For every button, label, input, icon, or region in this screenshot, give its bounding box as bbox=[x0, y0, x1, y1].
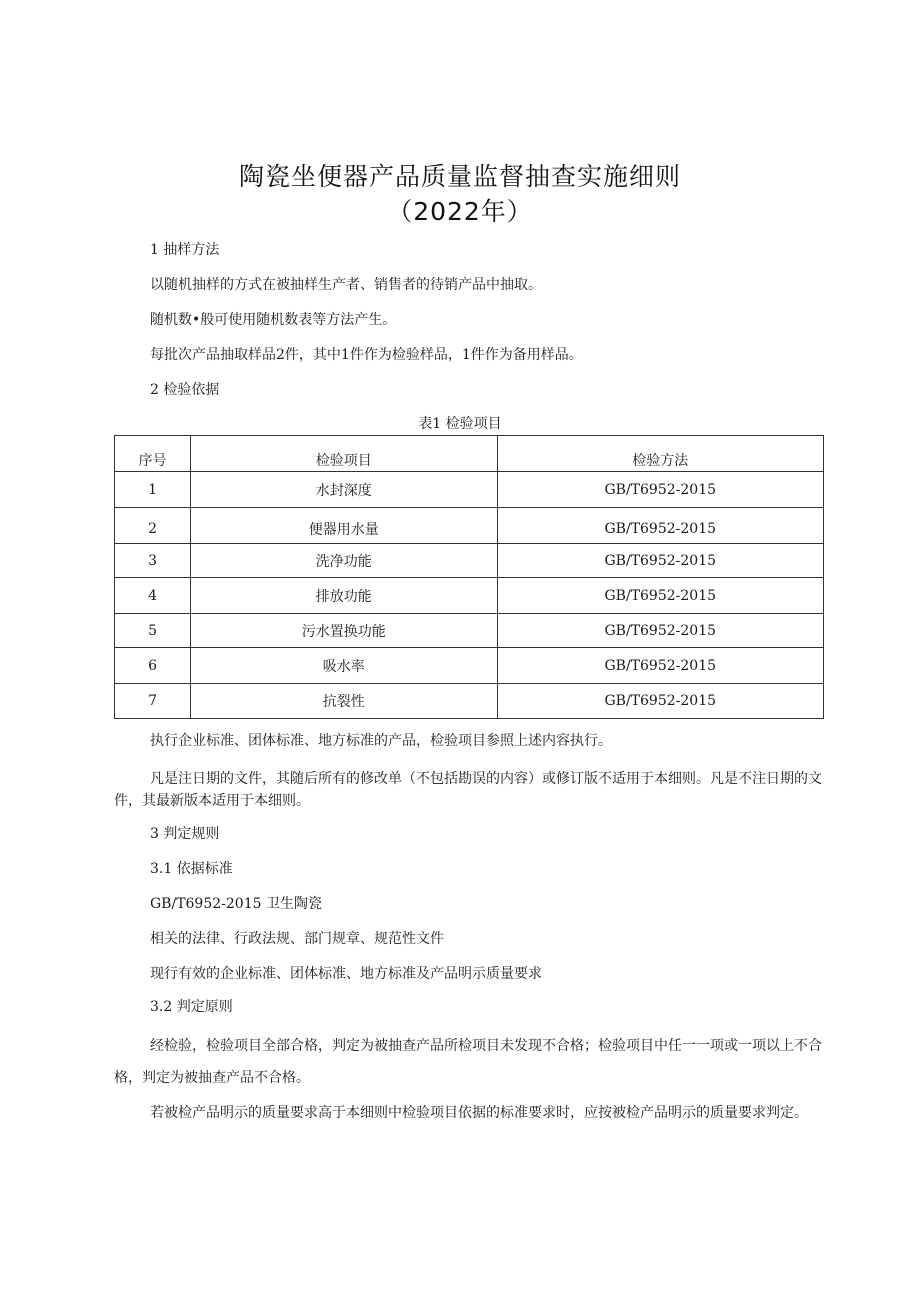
table-row bbox=[115, 684, 824, 719]
row-method: GB/T6952-2015 bbox=[497, 614, 823, 648]
row-no: 2 bbox=[115, 508, 191, 544]
row-method: GB/T6952-2015 bbox=[497, 684, 823, 719]
row-no: 1 bbox=[115, 472, 191, 508]
document-year: （2022年） bbox=[387, 197, 533, 226]
standard-item-2: 相关的法律、行政法规、部门规章、规范性文件 bbox=[150, 931, 444, 947]
table-row bbox=[115, 614, 824, 648]
row-no: 4 bbox=[115, 578, 191, 614]
row-item: 抗裂性 bbox=[191, 684, 497, 719]
row-no: 7 bbox=[115, 684, 191, 719]
inspection-items-table bbox=[114, 435, 824, 719]
row-item: 污水置换功能 bbox=[191, 614, 497, 648]
section-1-heading: 1 抽样方法 bbox=[150, 242, 220, 258]
standard-item-1: GB/T6952-2015 卫生陶瓷 bbox=[150, 896, 322, 912]
table-row bbox=[115, 508, 824, 544]
sampling-paragraph-1: 以随机抽样的方式在被抽样生产者、销售者的待销产品中抽取。 bbox=[150, 277, 542, 293]
judgement-paragraph-1: 经检验，检验项目全部合格，判定为被抽查产品所检项目未发现不合格；检验项目中任一一项或一项以上不合格，判定为被抽查产品不合格。 bbox=[114, 1038, 822, 1086]
sampling-paragraph-2: 随机数•般可使用随机数表等方法产生。 bbox=[150, 312, 397, 328]
header-no: 序号 bbox=[115, 436, 191, 472]
document-title: 陶瓷坐便器产品质量监督抽查实施细则 bbox=[238, 162, 681, 191]
table-header-row bbox=[115, 436, 824, 472]
row-no: 6 bbox=[115, 648, 191, 684]
section-2-heading: 2 检验依据 bbox=[150, 382, 220, 398]
row-method: GB/T6952-2015 bbox=[497, 472, 823, 508]
table-row bbox=[115, 544, 824, 578]
header-method: 检验方法 bbox=[497, 436, 823, 472]
sampling-paragraph-3: 每批次产品抽取样品2件，其中1件作为检验样品，1件作为备用样品。 bbox=[150, 347, 583, 363]
section-3-1-heading: 3.1 依据标准 bbox=[150, 861, 233, 877]
row-item: 排放功能 bbox=[191, 578, 497, 614]
row-item: 便器用水量 bbox=[191, 508, 497, 544]
standard-item-3: 现行有效的企业标准、团体标准、地方标准及产品明示质量要求 bbox=[150, 966, 542, 982]
table-caption: 表1 检验项目 bbox=[418, 416, 502, 432]
header-item: 检验项目 bbox=[191, 436, 497, 472]
table-note-2: 凡是注日期的文件，其随后所有的修改单（不包括勘误的内容）或修订版不适用于本细则。凡是不注日期的文件，其最新版本适用于本细则。 bbox=[114, 771, 822, 809]
judgement-paragraph-2: 若被检产品明示的质量要求高于本细则中检验项目依据的标准要求时，应按被检产品明示的质量要求判定。 bbox=[150, 1105, 808, 1121]
table-row bbox=[115, 472, 824, 508]
row-method: GB/T6952-2015 bbox=[497, 544, 823, 578]
row-no: 3 bbox=[115, 544, 191, 578]
table-note-1: 执行企业标准、团体标准、地方标准的产品，检验项目参照上述内容执行。 bbox=[150, 733, 612, 749]
section-3-heading: 3 判定规则 bbox=[150, 826, 220, 842]
row-item: 洗净功能 bbox=[191, 544, 497, 578]
table-row bbox=[115, 648, 824, 684]
row-method: GB/T6952-2015 bbox=[497, 508, 823, 544]
row-method: GB/T6952-2015 bbox=[497, 648, 823, 684]
row-item: 吸水率 bbox=[191, 648, 497, 684]
section-3-2-heading: 3.2 判定原则 bbox=[150, 999, 233, 1015]
row-method: GB/T6952-2015 bbox=[497, 578, 823, 614]
row-item: 水封深度 bbox=[191, 472, 497, 508]
table-row bbox=[115, 578, 824, 614]
row-no: 5 bbox=[115, 614, 191, 648]
